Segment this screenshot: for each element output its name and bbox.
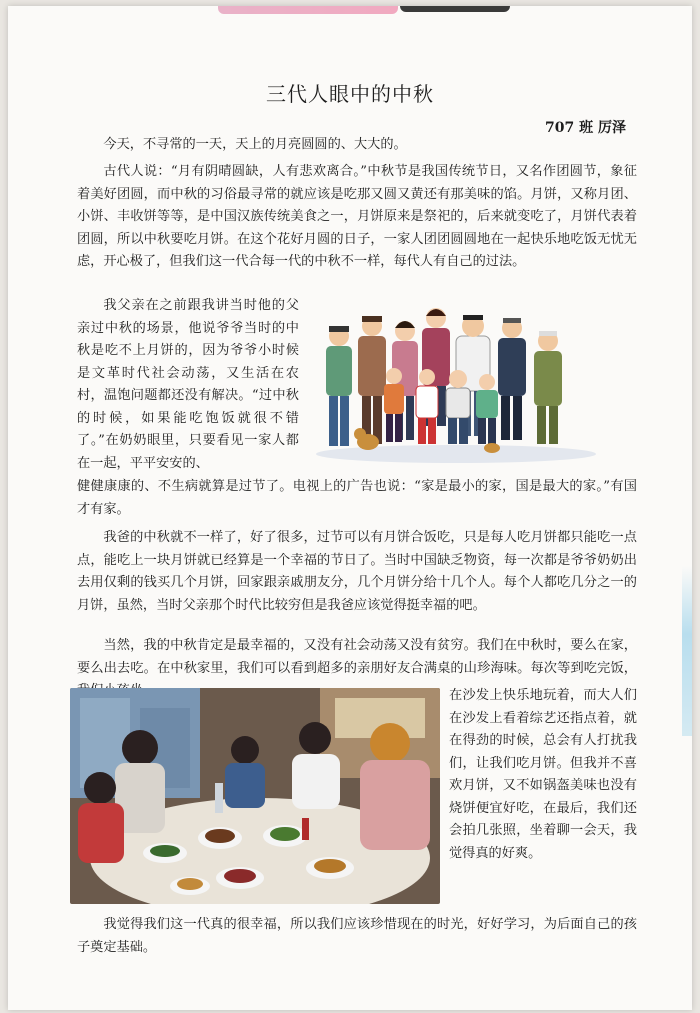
- page-title: 三代人眼中的中秋: [266, 82, 434, 106]
- document-page: [8, 6, 692, 1010]
- paragraph-text: 我觉得我们这一代真的很幸福，所以我们应该珍惜现在的时光，好好学习，为后面自己的孩子奠定基础。: [77, 917, 637, 955]
- paragraph-1: [77, 134, 637, 157]
- family-illustration: [316, 306, 606, 466]
- paragraph-text: 在沙发上快乐地玩着，而大人们在沙发上看着综艺还指点着，就在得劲的时候，总会有人打扰我们，让我们吃月饼。但我并不喜欢月饼，又不如锅盔美味也没有烧饼便宜好吃，在最后，我们还会拍几张照，坐着聊一会天，我觉得真的好爽。: [449, 688, 637, 861]
- paragraph-5-right: [449, 685, 637, 865]
- paragraph-text: 健健康康的、不生病就算是过节了。电视上的广告也说：“家是最小的家，国是最大的家。”有国才有家。: [77, 479, 637, 517]
- paragraph-3-left: [77, 295, 299, 475]
- page-edge-shadow: [682, 566, 692, 736]
- paragraph-text: 当然，我的中秋肯定是最幸福的，又没有社会动荡又没有贫穷。我们在中秋时，要么在家，要么出去吃。在中秋家里，我们可以看到超多的亲朋好友合满桌的山珍海味。每次等到吃完饭，: [77, 638, 637, 676]
- paragraph-2: [77, 161, 637, 274]
- dinner-photo-image: [70, 688, 440, 904]
- paragraph-4: [77, 527, 637, 617]
- family-dinner-photo: [70, 688, 440, 904]
- paragraph-text: 我父亲在之前跟我讲当时他的父亲过中秋的场景，他说爷爷当时的中秋是吃不上月饼的，因为爷爷小时候是文革时代社会动荡，又生活在农村，温饱问题都还没有解决。“过中秋的时候，如果能吃饱饭就很不错了。”在奶奶眼里，只要看见一家人都在一起，平平安安的、: [77, 298, 299, 471]
- author-byline: 707 班 厉泽: [545, 120, 626, 136]
- tape-strip: [218, 6, 398, 14]
- paragraph-text: 我爸的中秋就不一样了，好了很多，过节可以有月饼合饭吃，只是每人吃月饼都只能吃一点点，能吃上一块月饼就已经算是一个幸福的节日了。当时中国缺乏物资，每一次都是爷爷奶奶出去用仅剩的钱买几个月饼，回家跟亲戚朋友分，几个月饼分给十几个人。每个人都吃几分之一的月饼，虽然，当时父亲那个时代比较穷但是我爸应该觉得挺幸福的吧。: [77, 530, 637, 613]
- family-cartoon-image: [316, 306, 606, 466]
- paragraph-text: 今天，不寻常的一天，天上的月亮圆圆的、大大的。: [103, 137, 407, 152]
- paragraph-6: [77, 914, 637, 959]
- paragraph-text: 古代人说：“月有阴晴圆缺，人有悲欢离合。”中秋节是我国传统节日，又名作团圆节，象征着美好团圆，而中秋的习俗最寻常的就应该是吃那又圆又黄还有那美味的馅。月饼，又称月团、小饼、丰收饼等等，是中国汉族传统美食之一，月饼原来是祭祀的，后来就变吃了，月饼代表着团圆，所以中秋要吃月饼。在这个花好月圆的日子，一家人团团圆圆地在一起快乐地吃饭无忧无虑，开心极了，但我们这一代合每一代的中秋不一样，每代人有自己的过法。: [77, 164, 637, 269]
- paragraph-3-continued: [77, 476, 637, 521]
- dark-strip: [400, 6, 510, 12]
